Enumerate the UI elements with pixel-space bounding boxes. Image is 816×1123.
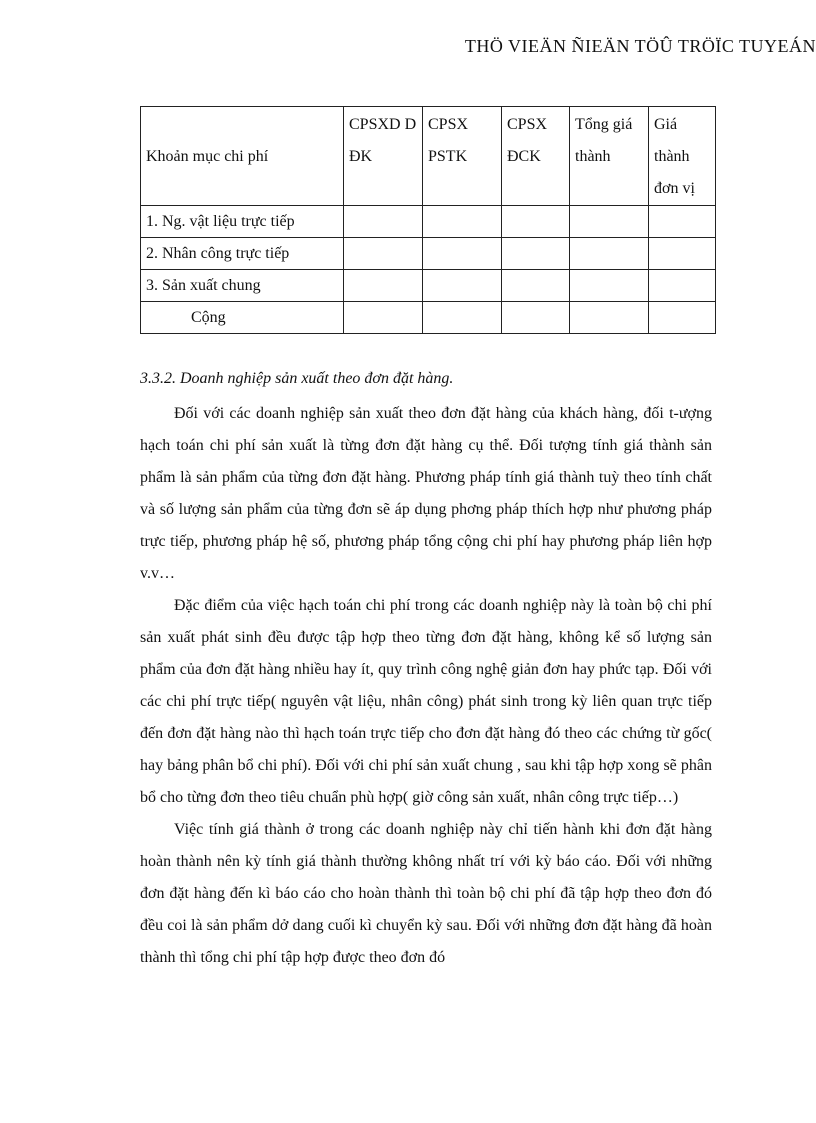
table-cell — [423, 206, 502, 238]
page-header: THÖ VIEÄN ÑIEÄN TÖÛ TRÖÏC TUYEÁN — [464, 36, 816, 56]
paragraph: Đối với các doanh nghiệp sản xuất theo đơn đặt hàng của khách hàng, đối t-ượng hạch toán chi phí sản xuất là từng đơn đặt hàng cụ thể. Đối tượng tính giá thành sản phẩm là sản phẩm của từng đơn đặt hàng. Phương pháp tính giá thành tuỳ theo tính chất và số lượng sản phẩm của từng đơn sẽ áp dụng phơng pháp thích hợp như phương pháp trực tiếp, phương pháp hệ số, phương pháp tổng cộng chi phí hay phương pháp liên hợp v.v… — [140, 405, 712, 582]
table-cell — [570, 302, 649, 334]
header-cpsx-dck: CPSX ĐCK — [502, 107, 570, 206]
table-header-row — [141, 107, 716, 206]
header-cpsxdd-dk: CPSXD D ĐK — [344, 107, 423, 206]
table-cell — [502, 270, 570, 302]
table-cell — [344, 302, 423, 334]
table-cell — [502, 302, 570, 334]
table-cell — [423, 302, 502, 334]
table-row — [141, 206, 716, 238]
header-cost-item: Khoản mục chi phí — [141, 107, 344, 206]
row-label-total: Cộng — [141, 302, 344, 334]
section-title: 3.3.2. Doanh nghiệp sản xuất theo đơn đặt hàng. — [140, 370, 454, 387]
cost-table — [140, 106, 716, 334]
paragraph: Đặc điểm của việc hạch toán chi phí trong các doanh nghiệp này là toàn bộ chi phí sản xuất phát sinh đều được tập hợp theo từng đơn đặt hàng, không kể số lượng sản phẩm của đơn đặt hàng nhiều hay ít, quy trình công nghệ giản đơn hay phức tạp. Đối với các chi phí trực tiếp( nguyên vật liệu, nhân công) phát sinh trong kỳ liên quan trực tiếp đến đơn đặt hàng nào thì hạch toán trực tiếp cho đơn đặt hàng đó theo các chứng từ gốc( hay bảng phân bổ chi phí). Đối với chi phí sản xuất chung , sau khi tập hợp xong sẽ phân bổ cho từng đơn theo tiêu chuẩn phù hợp( giờ công sản xuất, nhân công trực tiếp…) — [140, 597, 712, 806]
table-cell — [570, 238, 649, 270]
row-label: 1. Ng. vật liệu trực tiếp — [141, 206, 344, 238]
table-cell — [502, 206, 570, 238]
table-cell — [570, 206, 649, 238]
table-cell — [649, 302, 716, 334]
table-cell — [344, 270, 423, 302]
table-cell — [423, 270, 502, 302]
paragraph: Việc tính giá thành ở trong các doanh nghiệp này chỉ tiến hành khi đơn đặt hàng hoàn thành nên kỳ tính giá thành thường không nhất trí với kỳ báo cáo. Đối với những đơn đặt hàng đến kì báo cáo cho hoàn thành thì toàn bộ chi phí đã tập hợp theo đơn đó đều coi là sản phẩm dở dang cuối kì chuyển kỳ sau. Đối với những đơn đặt hàng đã hoàn thành thì tổng chi phí tập hợp được theo đơn đó — [140, 821, 712, 966]
table-cell — [649, 206, 716, 238]
table-row — [141, 270, 716, 302]
header-unit-cost: Giá thành đơn vị — [649, 107, 716, 206]
row-label: 3. Sản xuất chung — [141, 270, 344, 302]
table-cell — [649, 238, 716, 270]
table-cell — [649, 270, 716, 302]
body-text — [140, 398, 712, 974]
header-total-cost: Tổng giá thành — [570, 107, 649, 206]
table-cell — [570, 270, 649, 302]
table-row — [141, 238, 716, 270]
header-cpsx-pstk: CPSX PSTK — [423, 107, 502, 206]
table-cell — [344, 238, 423, 270]
table-cell — [344, 206, 423, 238]
row-label: 2. Nhân công trực tiếp — [141, 238, 344, 270]
table-row — [141, 302, 716, 334]
table-cell — [423, 238, 502, 270]
table-cell — [502, 238, 570, 270]
